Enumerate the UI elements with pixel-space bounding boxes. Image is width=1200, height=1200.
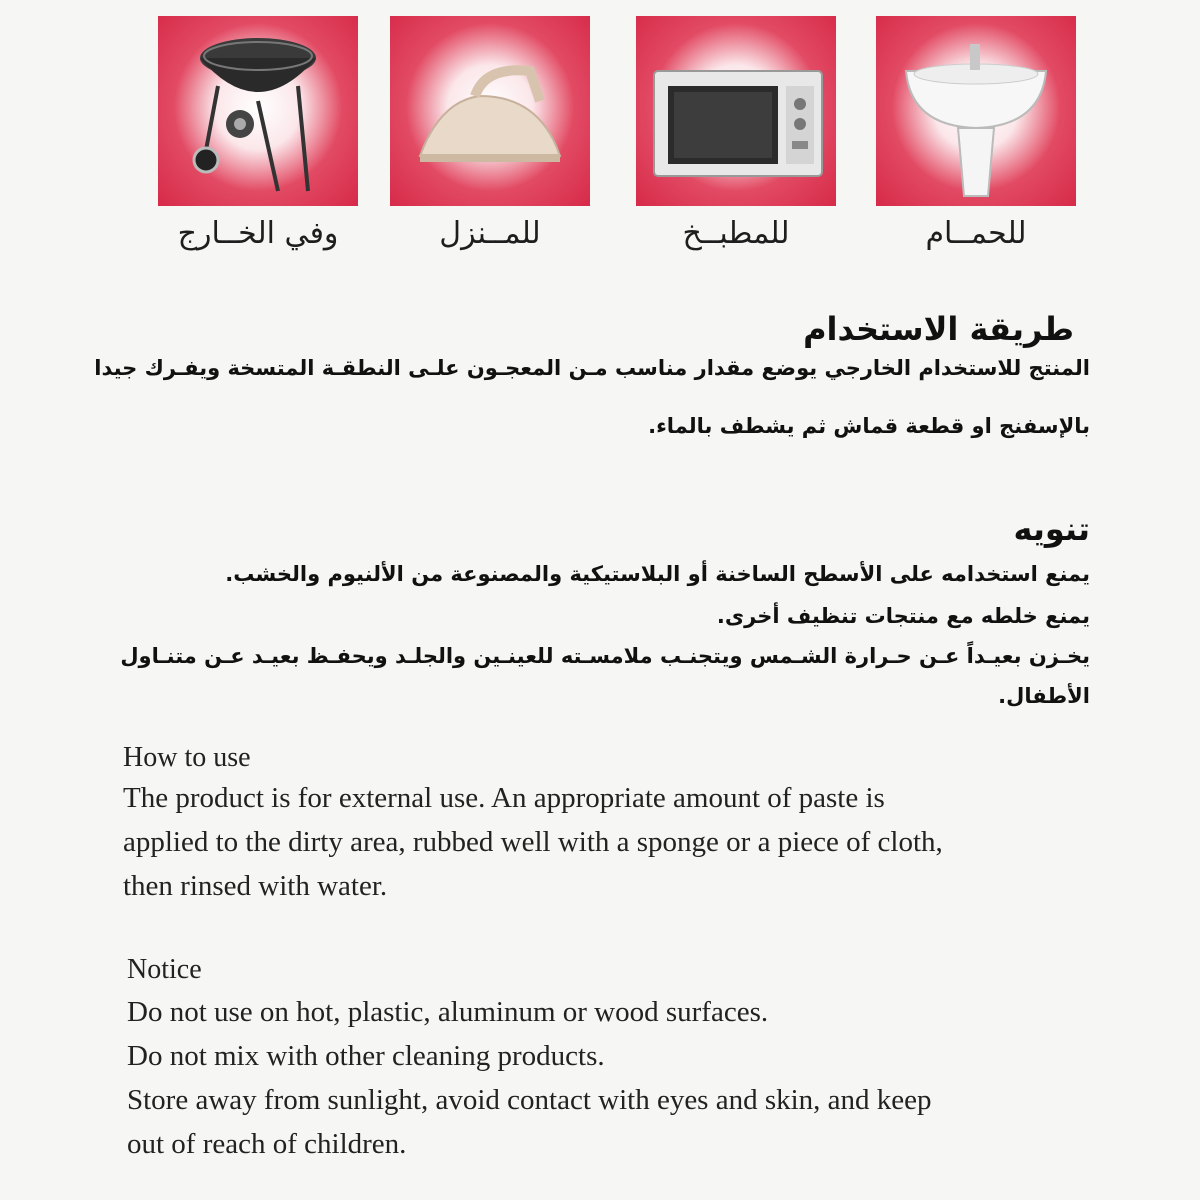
kitchen-label: للمطبــخ [682,216,790,251]
barbecue-grill-icon [158,16,358,206]
english-notice-line-1: Do not use on hot, plastic, aluminum or wood surfaces. [127,996,769,1028]
english-usage-line-1: The product is for external use. An appropriate amount of paste is [123,782,885,814]
english-usage-line-2: applied to the dirty area, rubbed well with a sponge or a piece of cloth, [123,826,943,858]
english-notice-line-3: Store away from sunlight, avoid contact with eyes and skin, and keep [127,1084,932,1116]
english-notice-line-2: Do not mix with other cleaning products. [127,1040,605,1072]
english-notice-title: Notice [127,954,202,985]
arabic-usage-line-1: المنتج للاستخدام الخارجي يوضع مقدار مناسب مـن المعجـون علـى النطقـة المتسخة ويفـرك جيدا [94,356,1090,380]
arabic-notice-title: تنويه [1013,510,1090,548]
home-label: للمــنزل [439,216,541,251]
clothes-iron-icon [390,16,590,206]
arabic-notice-line-2: يمنع خلطه مع منتجات تنظيف أخرى. [716,604,1090,628]
english-usage-title: How to use [123,742,251,773]
outdoor-label: وفي الخــارج [177,216,339,251]
arabic-usage-title: طريقة الاستخدام [803,310,1074,348]
outdoor-card [158,16,358,251]
bathroom-card [876,16,1076,251]
english-usage-line-3: then rinsed with water. [123,870,388,902]
arabic-notice-line-3: يخـزن بعيـداً عـن حـرارة الشـمس ويتجنـب ملامسـته للعينـين والجلـد ويحفـظ بعيـد عـن متنـاول [120,644,1090,668]
home-card [390,16,590,251]
microwave-oven-icon [636,16,836,206]
usage-icons-row [158,16,1027,256]
kitchen-card [636,16,836,251]
bathroom-sink-icon [876,16,1076,206]
arabic-notice-line-4: الأطفال. [998,684,1090,708]
arabic-notice-line-1: يمنع استخدامه على الأسطح الساخنة أو البلاستيكية والمصنوعة من الألنيوم والخشب. [225,562,1090,586]
english-notice-line-4: out of reach of children. [127,1128,407,1160]
bathroom-label: للحمــام [925,216,1027,251]
arabic-usage-line-2: بالإسفنج او قطعة قماش ثم يشطف بالماء. [648,414,1090,438]
